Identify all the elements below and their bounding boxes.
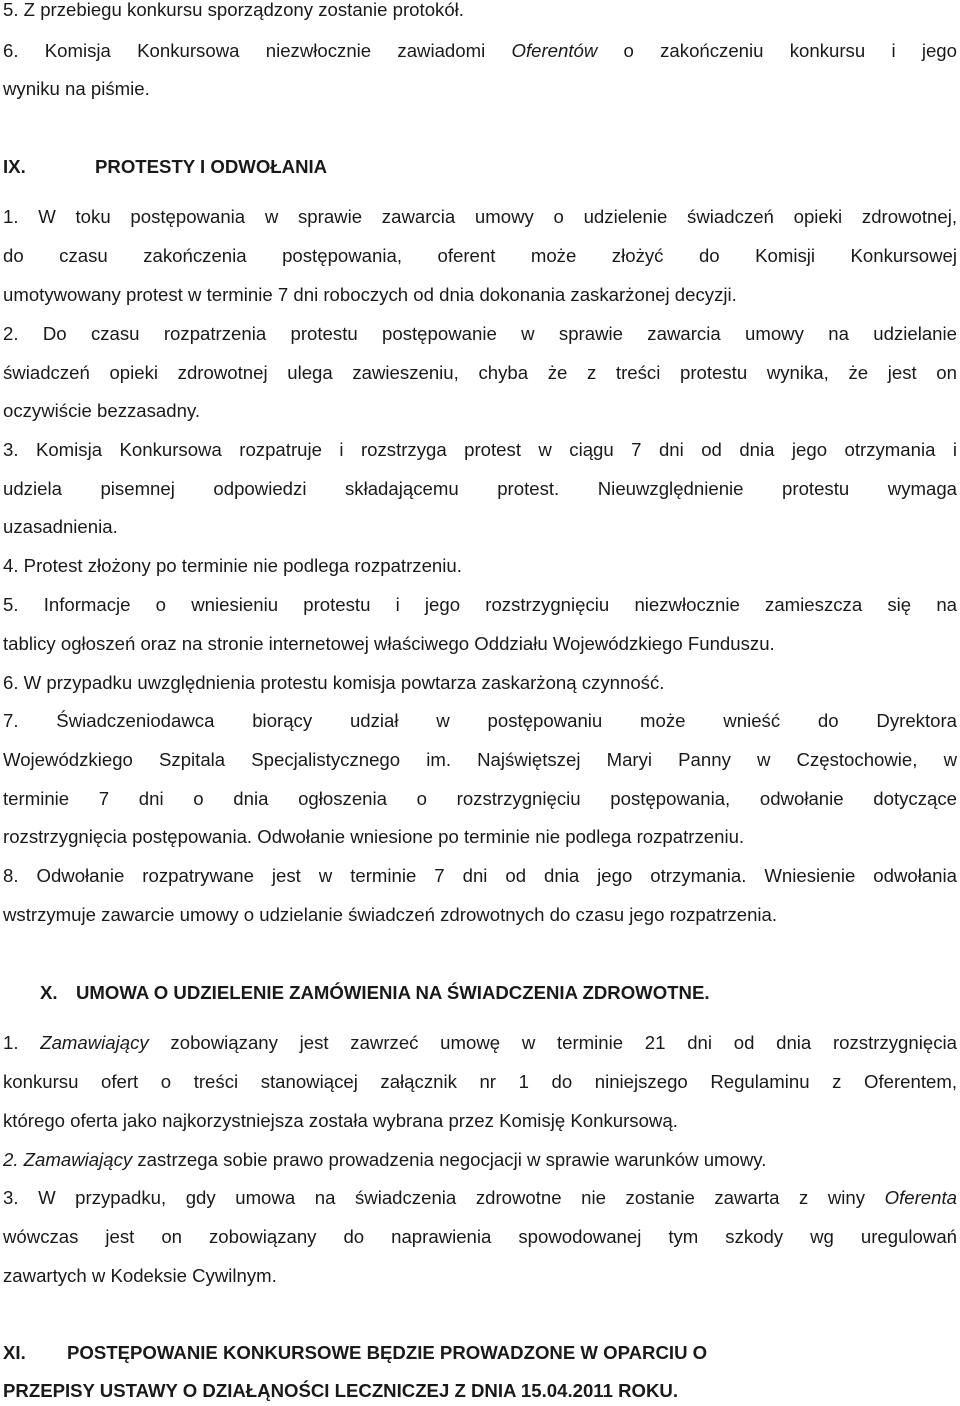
paragraph-line: 2. Do czasu rozpatrzenia protestu postępowanie w sprawie zawarcia umowy na udzielanie: [3, 323, 957, 344]
paragraph-line: 1. W toku postępowania w sprawie zawarcia umowy o udzielenie świadczeń opieki zdrowotnej,: [3, 206, 957, 227]
section-heading-x: [40, 980, 710, 1006]
paragraph-line: wyniku na piśmie.: [3, 78, 150, 99]
section-number: XI.: [3, 1342, 26, 1363]
section-heading-xi: [3, 1340, 707, 1366]
paragraph-line: [3, 1030, 957, 1056]
section-number: IX.: [3, 156, 26, 177]
italic-term: 2. Zamawiający: [3, 1149, 133, 1170]
paragraph-line: rozstrzygnięcia postępowania. Odwołanie wniesione po terminie nie podlega rozpatrzeniu.: [3, 826, 745, 847]
paragraph-line: Wojewódzkiego Szpitala Specjalistycznego im. Najświętszej Maryi Panny w Częstochowie, w: [3, 749, 957, 770]
section-number: X.: [40, 982, 58, 1003]
paragraph-line: którego oferta jako najkorzystniejsza została wybrana przez Komisję Konkursową.: [3, 1110, 678, 1131]
italic-term: Oferenta: [884, 1187, 957, 1208]
paragraph-line: wówczas jest on zobowiązany do naprawienia spowodowanej tym szkody wg uregulowań: [3, 1226, 957, 1247]
section-title: UMOWA O UDZIELENIE ZAMÓWIENIA NA ŚWIADCZENIA ZDROWOTNE.: [76, 982, 710, 1003]
paragraph-line: udziela pisemnej odpowiedzi składającemu protest. Nieuwzględnienie protestu wymaga: [3, 478, 957, 499]
paragraph-line: zawartych w Kodeksie Cywilnym.: [3, 1265, 277, 1286]
section-heading-ix: [3, 154, 327, 180]
paragraph-line: 5. Z przebiegu konkursu sporządzony zostanie protokół.: [3, 0, 464, 20]
text-run: zastrzega sobie prawo prowadzenia negocjacji w sprawie warunków umowy.: [132, 1149, 767, 1170]
text-run: o zakończeniu konkursu i jego: [597, 40, 957, 61]
section-title: POSTĘPOWANIE KONKURSOWE BĘDZIE PROWADZONE W OPARCIU O: [67, 1342, 708, 1363]
paragraph-line: do czasu zakończenia postępowania, oferent może złożyć do Komisji Konkursowej: [3, 245, 957, 266]
paragraph-line: 4. Protest złożony po terminie nie podlega rozpatrzeniu.: [3, 555, 462, 576]
paragraph-line: konkursu ofert o treści stanowiącej załącznik nr 1 do niniejszego Regulaminu z Oferentem,: [3, 1071, 957, 1092]
paragraph-line: uzasadnienia.: [3, 516, 118, 537]
paragraph-line: 7. Świadczeniodawca biorący udział w postępowaniu może wnieść do Dyrektora: [3, 710, 957, 731]
paragraph-line: [3, 1185, 957, 1211]
paragraph-line: [3, 1147, 766, 1173]
paragraph-line: oczywiście bezzasadny.: [3, 400, 201, 421]
section-heading-xi-continued: PRZEPISY USTAWY O DZIAŁĄNOŚCI LECZNICZEJ Z DNIA 15.04.2011 ROKU.: [3, 1380, 679, 1401]
paragraph-line: terminie 7 dni o dnia ogłoszenia o rozstrzygnięciu postępowania, odwołanie dotyczące: [3, 788, 957, 809]
italic-term: Oferentów: [511, 40, 598, 61]
paragraph-line: 6. W przypadku uwzględnienia protestu komisja powtarza zaskarżoną czynność.: [3, 672, 665, 693]
paragraph-line: umotywowany protest w terminie 7 dni roboczych od dnia dokonania zaskarżonej decyzji.: [3, 284, 737, 305]
italic-term: Zamawiający: [40, 1032, 149, 1053]
paragraph-line: wstrzymuje zawarcie umowy o udzielanie świadczeń zdrowotnych do czasu jego rozpatrzenia.: [3, 904, 778, 925]
paragraph-line: 3. Komisja Konkursowa rozpatruje i rozstrzyga protest w ciągu 7 dni od dnia jego otrzymania i: [3, 439, 957, 460]
text-run: 1.: [3, 1032, 41, 1053]
text-run: 3. W przypadku, gdy umowa na świadczenia zdrowotne nie zostanie zawarta z winy: [3, 1187, 885, 1208]
text-run: zobowiązany jest zawrzeć umowę w terminie 21 dni od dnia rozstrzygnięcia: [148, 1032, 957, 1053]
paragraph-line: tablicy ogłoszeń oraz na stronie internetowej właściwego Oddziału Wojewódzkiego Funduszu.: [3, 633, 775, 654]
paragraph-line: 5. Informacje o wniesieniu protestu i jego rozstrzygnięciu niezwłocznie zamieszcza się na: [3, 594, 957, 615]
paragraph-line: świadczeń opieki zdrowotnej ulega zawieszeniu, chyba że z treści protestu wynika, że jest on: [3, 362, 957, 383]
paragraph-line: 8. Odwołanie rozpatrywane jest w terminie 7 dni od dnia jego otrzymania. Wniesienie odwołania: [3, 865, 957, 886]
text-run: 6. Komisja Konkursowa niezwłocznie zawiadomi: [3, 40, 512, 61]
section-title: PROTESTY I ODWOŁANIA: [95, 156, 328, 177]
paragraph-line: [3, 38, 957, 64]
